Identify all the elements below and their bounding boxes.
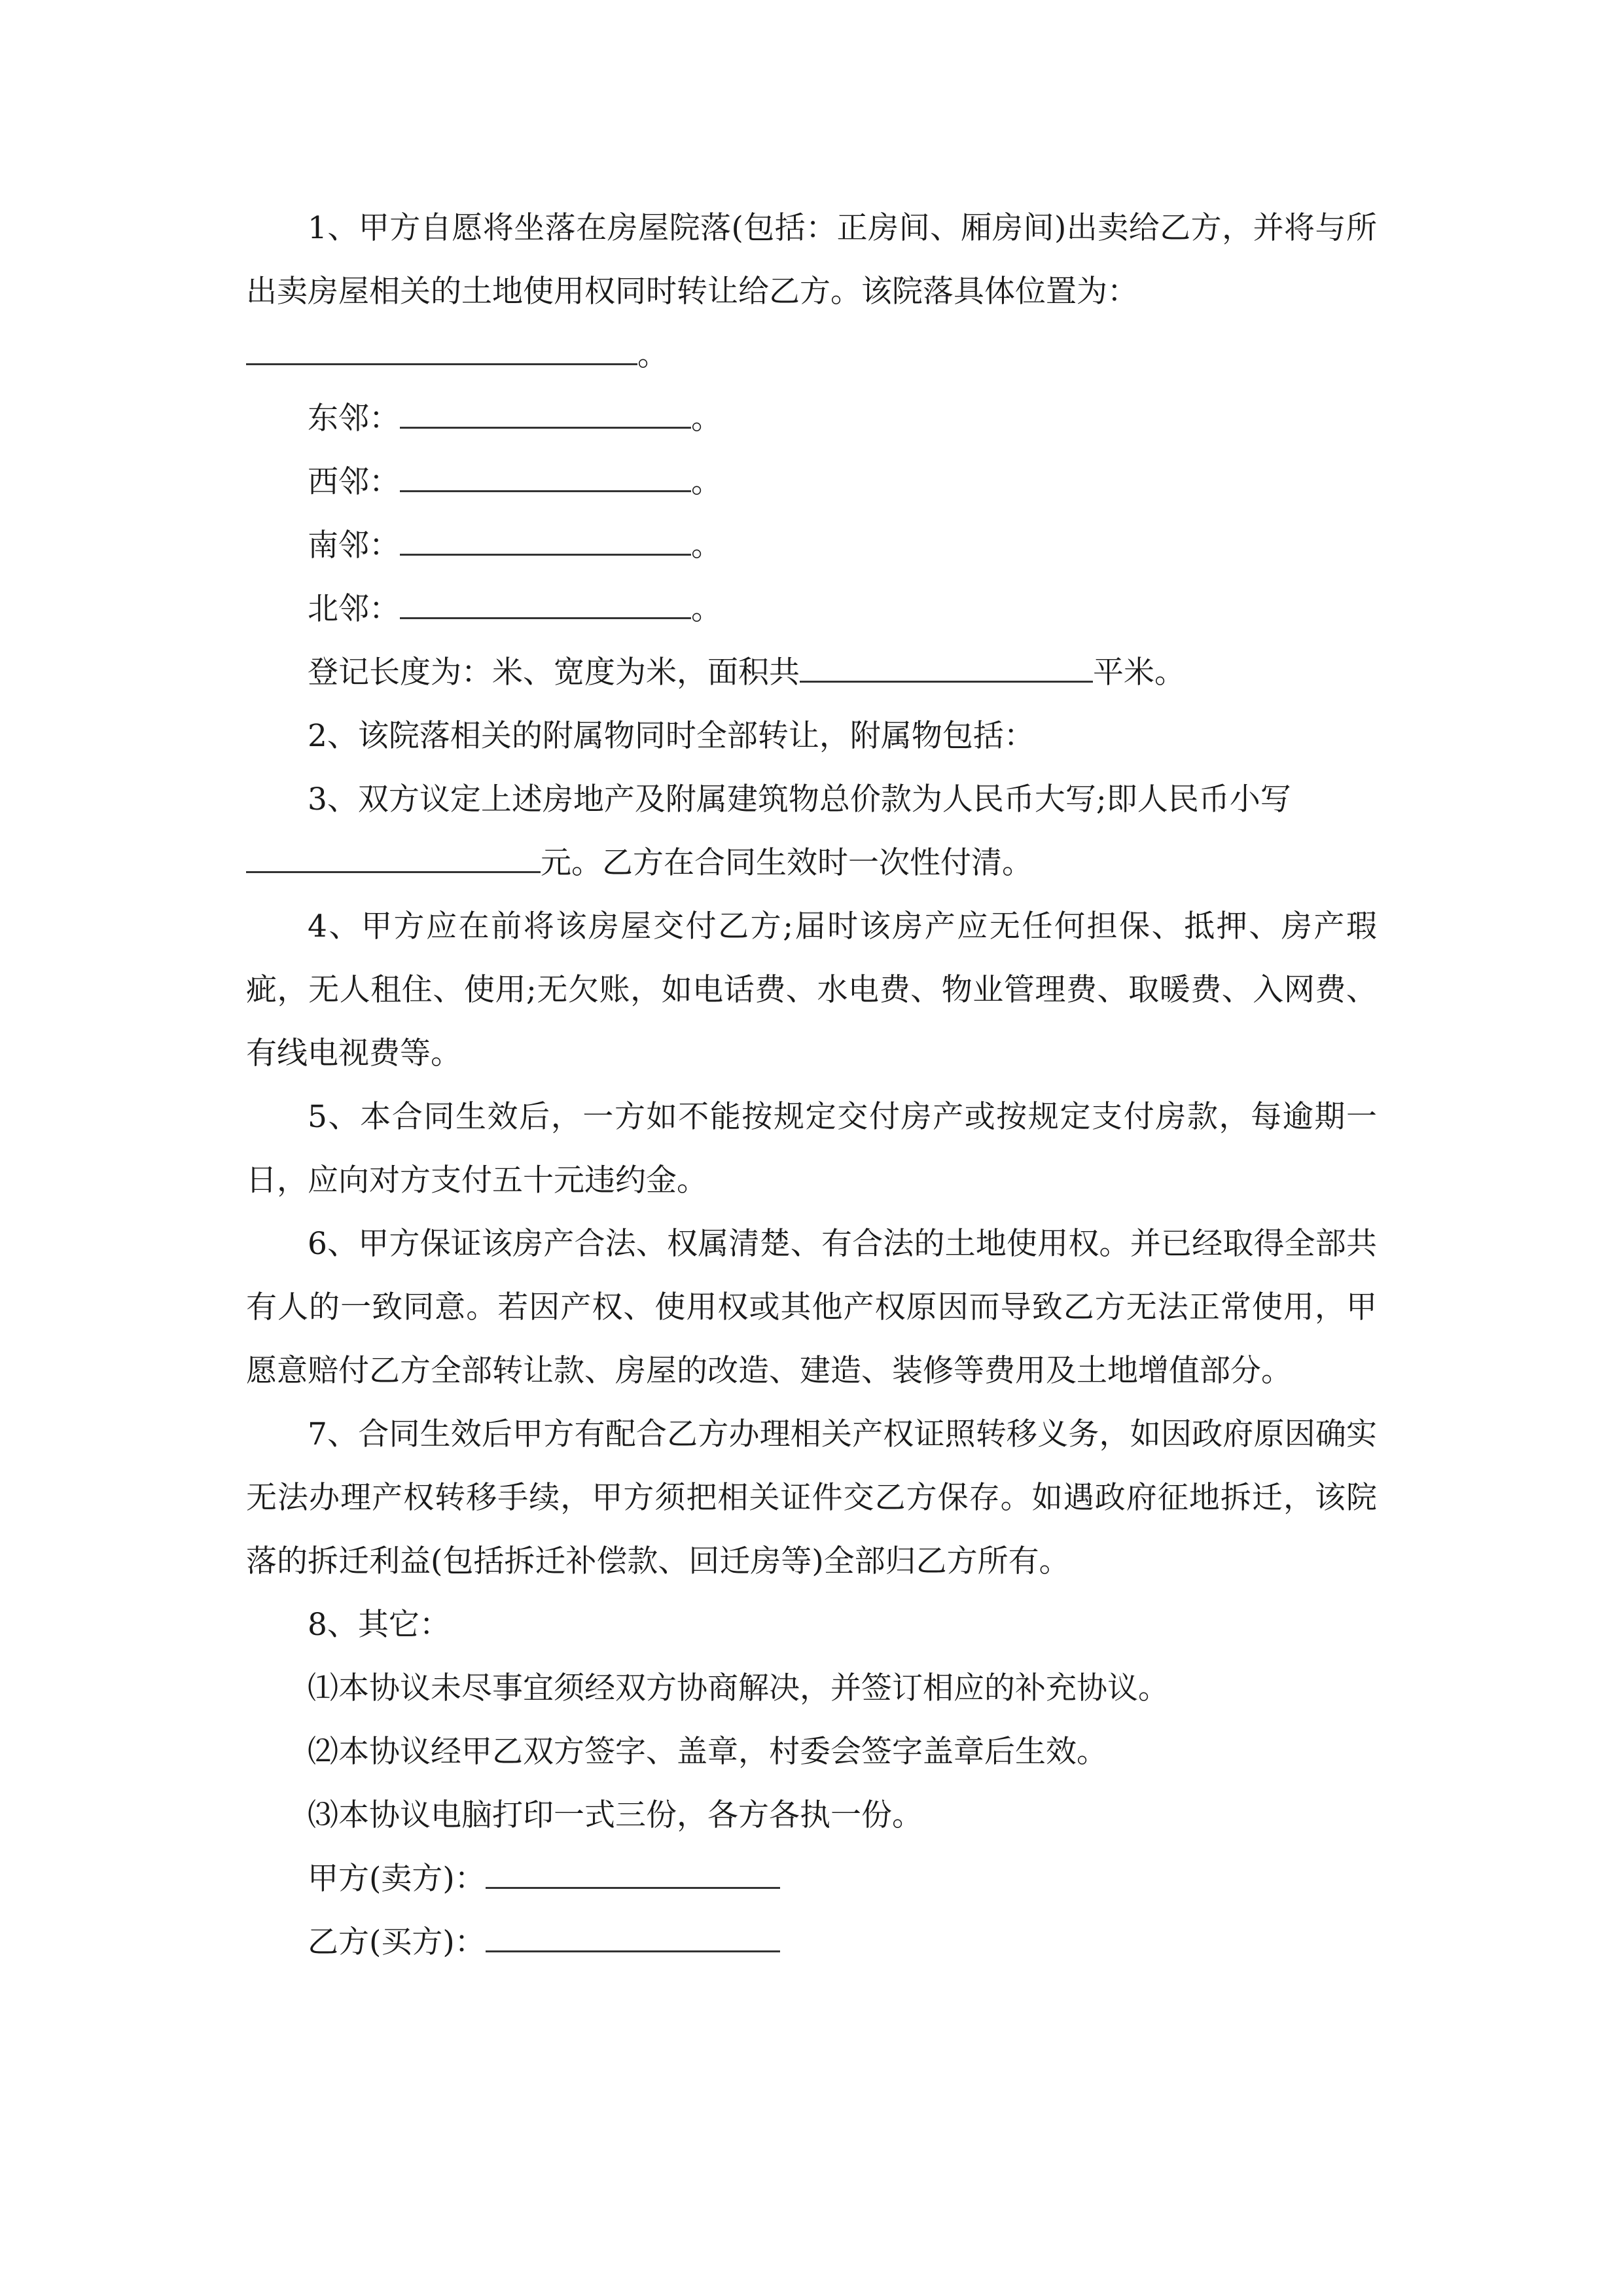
clause-4 — [246, 895, 1377, 1085]
clause-7 — [246, 1403, 1377, 1593]
party-b-label: 乙方(买方)： — [308, 1924, 486, 1960]
clause-5-text: 5、本合同生效后，一方如不能按规定交付房产或按规定支付房款，每逾期一日，应向对方支付五十元违约金。 — [246, 1099, 1377, 1198]
clause-8-item-2-text: ⑵本协议经甲乙双方签字、盖章，村委会签字盖章后生效。 — [308, 1734, 1107, 1770]
clause-3-tail: 元。乙方在合同生效时一次性付清。 — [541, 845, 1033, 881]
area-line — [246, 641, 1377, 704]
price-blank — [246, 841, 541, 873]
neighbor-west-label: 西邻： — [308, 464, 400, 500]
signature-party-b — [246, 1910, 1377, 1974]
area-suffix: 平米。 — [1093, 655, 1185, 691]
neighbor-west-tail: 。 — [691, 464, 722, 500]
clause-3-text: 3、双方议定上述房地产及附属建筑物总价款为人民币大写;即人民币小写 — [308, 781, 1291, 817]
signature-party-a — [246, 1847, 1377, 1910]
price-blank-line — [246, 831, 1377, 895]
clause-8-item-1 — [246, 1657, 1377, 1720]
area-prefix: 登记长度为：米、宽度为米，面积共 — [308, 655, 800, 691]
clause-6-text: 6、甲方保证该房产合法、权属清楚、有合法的土地使用权。并已经取得全部共有人的一致同意。若因产权、使用权或其他产权原因而导致乙方无法正常使用，甲愿意赔付乙方全部转让款、房屋的改造、建造、装修等费用及土地增值部分。 — [246, 1226, 1377, 1389]
area-blank — [800, 651, 1093, 683]
neighbor-north-label: 北邻： — [308, 591, 400, 627]
neighbor-west-blank — [400, 460, 691, 492]
clause-8 — [246, 1593, 1377, 1657]
neighbor-east-label: 东邻： — [308, 401, 400, 437]
contract-body — [246, 196, 1377, 1974]
clause-6 — [246, 1212, 1377, 1403]
neighbor-east — [246, 387, 1377, 450]
clause-8-item-2 — [246, 1720, 1377, 1784]
clause-1-text: 1、甲方自愿将坐落在房屋院落(包括：正房间、厢房间)出卖给乙方，并将与所出卖房屋相关的土地使用权同时转让给乙方。该院落具体位置为： — [246, 210, 1377, 310]
clause-4-text: 4、甲方应在前将该房屋交付乙方;届时该房产应无任何担保、抵押、房产瑕疵，无人租住、使用;无欠账，如电话费、水电费、物业管理费、取暖费、入网费、有线电视费等。 — [246, 908, 1377, 1071]
location-blank-tail: 。 — [637, 337, 668, 373]
clause-7-text: 7、合同生效后甲方有配合乙方办理相关产权证照转移义务，如因政府原因确实无法办理产权转移手续，甲方须把相关证件交乙方保存。如遇政府征地拆迁，该院落的拆迁利益(包括拆迁补偿款、回迁房等)全部归乙方所有。 — [246, 1416, 1377, 1579]
neighbor-north-blank — [400, 587, 691, 619]
clause-8-text: 8、其它： — [308, 1607, 450, 1643]
neighbor-south-label: 南邻： — [308, 528, 400, 564]
neighbor-west — [246, 450, 1377, 514]
location-blank — [246, 333, 637, 365]
party-a-label: 甲方(卖方)： — [308, 1861, 486, 1897]
neighbor-east-blank — [400, 397, 691, 429]
clause-8-item-3 — [246, 1784, 1377, 1847]
neighbor-north — [246, 577, 1377, 641]
neighbor-east-tail: 。 — [691, 401, 722, 437]
party-b-signature-blank — [486, 1920, 780, 1952]
party-a-signature-blank — [486, 1857, 780, 1889]
clause-1 — [246, 196, 1377, 323]
neighbor-south-blank — [400, 524, 691, 556]
clause-8-item-3-text: ⑶本协议电脑打印一式三份，各方各执一份。 — [308, 1797, 923, 1833]
location-blank-line — [246, 323, 1377, 387]
clause-2-text: 2、该院落相关的附属物同时全部转让，附属物包括： — [308, 718, 1035, 754]
clause-2 — [246, 704, 1377, 768]
clause-8-item-1-text: ⑴本协议未尽事宜须经双方协商解决，并签订相应的补充协议。 — [308, 1670, 1169, 1706]
clause-5 — [246, 1085, 1377, 1212]
neighbor-south — [246, 514, 1377, 577]
neighbor-north-tail: 。 — [691, 591, 722, 627]
clause-3 — [246, 768, 1377, 831]
neighbor-south-tail: 。 — [691, 528, 722, 564]
